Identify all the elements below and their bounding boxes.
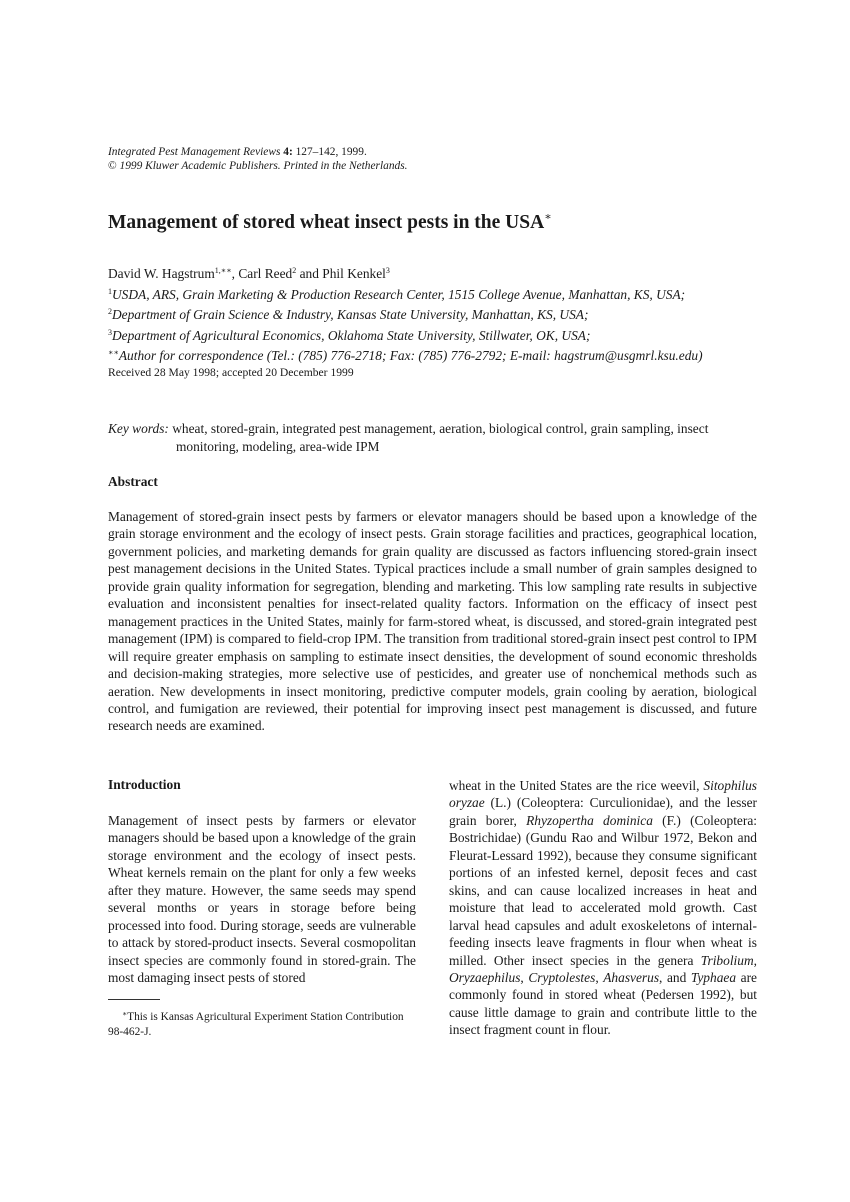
affiliation-3 [108,324,768,345]
affiliation-1-text: USDA, ARS, Grain Marketing & Production Research Center, 1515 College Avenue, Manhattan, KS, USA; [112,286,686,302]
genus-name: Oryzaephilus [449,969,521,985]
species-name: Rhyzopertha dominica [526,812,653,828]
text-run: , [520,969,529,985]
title-footnote-marker: ∗ [544,211,552,223]
author-2: , Carl Reed [231,266,293,281]
keywords-line-2: monitoring, modeling, area-wide IPM [176,438,380,454]
text-run: are commonly found in stored wheat (Pedersen 1992), but cause little damage to grain and contribute little to the insect fragment count in flour. [449,969,757,1038]
text-run: , and [659,969,691,985]
journal-line-2 [108,160,768,174]
received-dates: Received 28 May 1998; accepted 20 December 1999 [108,366,354,379]
footnote-marker: ∗ [122,1009,128,1018]
introduction-left-column: Management of insect pests by farmers or elevator managers should be based upon a knowledge of the grain storage environment and the ecology of insect pests. Wheat kernels remain on the plant for only a few weeks after they mature. However, the same seeds may spend several months or years in storage before being processed into food. During storage, seeds are vulnerable to attack by stored-product insects. Several cosmopolitan insect species are commonly found in stored-grain. The most damaging insect pests of stored [108,813,416,986]
keywords-label: Key words: [108,421,169,436]
author-1-sup: 1,∗∗ [214,266,232,275]
author-1: David W. Hagstrum [108,266,215,281]
introduction-right-column [449,777,757,1039]
author-3: and Phil Kenkel [296,266,386,281]
abstract-heading: Abstract [108,474,158,489]
journal-pages: 127–142, 1999. [292,146,367,158]
author-3-sup: 3 [385,266,390,275]
correspondence [108,344,768,365]
abstract-text: Management of stored-grain insect pests by farmers or elevator managers should be based upon a knowledge of the grain storage environment and the ecology of insect pests. Grain storage facilities and practices, geographical location, government policies, and marketing demands for grain quality are discussed as factors influencing stored-grain insect pest management decisions in the United States. Typical practices include a small number of grain samples designed to provide grain quality information for segregation, blending and marketing. This low sampling rate results in subjective evaluation and inconsistent penalties for insect-related quality factors. Information on the efficacy of insect pest management practices in the United States, mainly for farm-stored wheat, is discussed, and stored-grain integrated pest management (IPM) is compared to field-crop IPM. The transition from traditional stored-grain insect pest control to IPM will require greater emphasis on sampling to estimate insect densities, the development of sound economic thresholds and decision-making strategies, more selective use of pesticides, and greater use of nonchemical methods such as aeration. New developments in insect monitoring, predictive computer models, grain cooling by aeration, biological control, and fumigation are reviewed, their potential for improving insect pest management is discussed, and future research needs are examined. [108,509,757,734]
paper-title [108,205,768,235]
paper-title-text: Management of stored wheat insect pests in the USA [108,212,545,233]
footnote [108,1006,416,1040]
affiliation-3-sup: 3 [108,327,112,337]
author-2-sup: 2 [292,266,297,275]
keywords-line-1 [108,420,758,438]
introduction-heading: Introduction [108,777,181,792]
affiliation-2 [108,303,768,324]
genus-name: Tribolium [700,952,754,968]
correspondence-sup: ∗∗ [108,348,119,357]
publisher-line: 1999 Kluwer Academic Publishers. Printed in the Netherlands. [119,159,408,172]
affiliation-1 [108,283,768,304]
keywords [108,420,758,455]
keywords-text-1: wheat, stored-grain, integrated pest management, aeration, biological control, grain sampling, insect [168,421,709,436]
author-block [108,262,768,365]
copyright-symbol: © [108,159,120,172]
affiliation-1-sup: 1 [108,286,112,296]
affiliation-2-sup: 2 [108,307,112,316]
genus-name: Ahasverus [603,969,660,985]
text-run: , [595,969,604,985]
affiliation-3-text: Department of Agricultural Economics, Oklahoma State University, Stillwater, OK, USA; [112,327,591,343]
footnote-text: This is Kansas Agricultural Experiment Station Contribution [127,1011,404,1023]
affiliation-2-text: Department of Grain Science & Industry, Kansas State University, Manhattan, KS, USA; [112,307,589,322]
correspondence-text: Author for correspondence (Tel.: (785) 776-2718; Fax: (785) 776-2792; E-mail: hagstrum@usgmrl.ksu.edu) [118,348,703,363]
text-run: , [753,952,757,968]
text-run: (L.) (Coleoptera: Curculionidae), and the lesser grain borer, [449,795,757,828]
journal-volume: 4: [283,146,293,158]
journal-citation [108,146,768,173]
journal-name: Integrated Pest Management Reviews [108,146,281,158]
genus-name: Cryptolestes [528,969,596,985]
species-name: Sitophilus oryzae [449,778,757,811]
footnote-line-1 [108,1006,416,1025]
journal-line-1 [108,146,768,160]
footnote-rule [108,999,160,1000]
footnote-line-2: 98-462-J. [108,1026,152,1038]
author-list [108,262,768,283]
genus-name: Typhaea [690,969,737,985]
text-run: wheat in the United States are the rice weevil, [449,778,704,793]
text-run: (F.) (Coleoptera: Bostrichidae) (Gundu Rao and Wilbur 1972, Bekon and Fleurat-Lessard 1992), because they consume significant portions of an infested kernel, deposit feces and cast skins, and can cause localized increases in heat and moisture that lead to accelerated mold growth. Cast larval head capsules and adult exoskeletons of internal-feeding insects leave fragments in flour when wheat is milled. Other insect species in the genera [449,812,758,968]
